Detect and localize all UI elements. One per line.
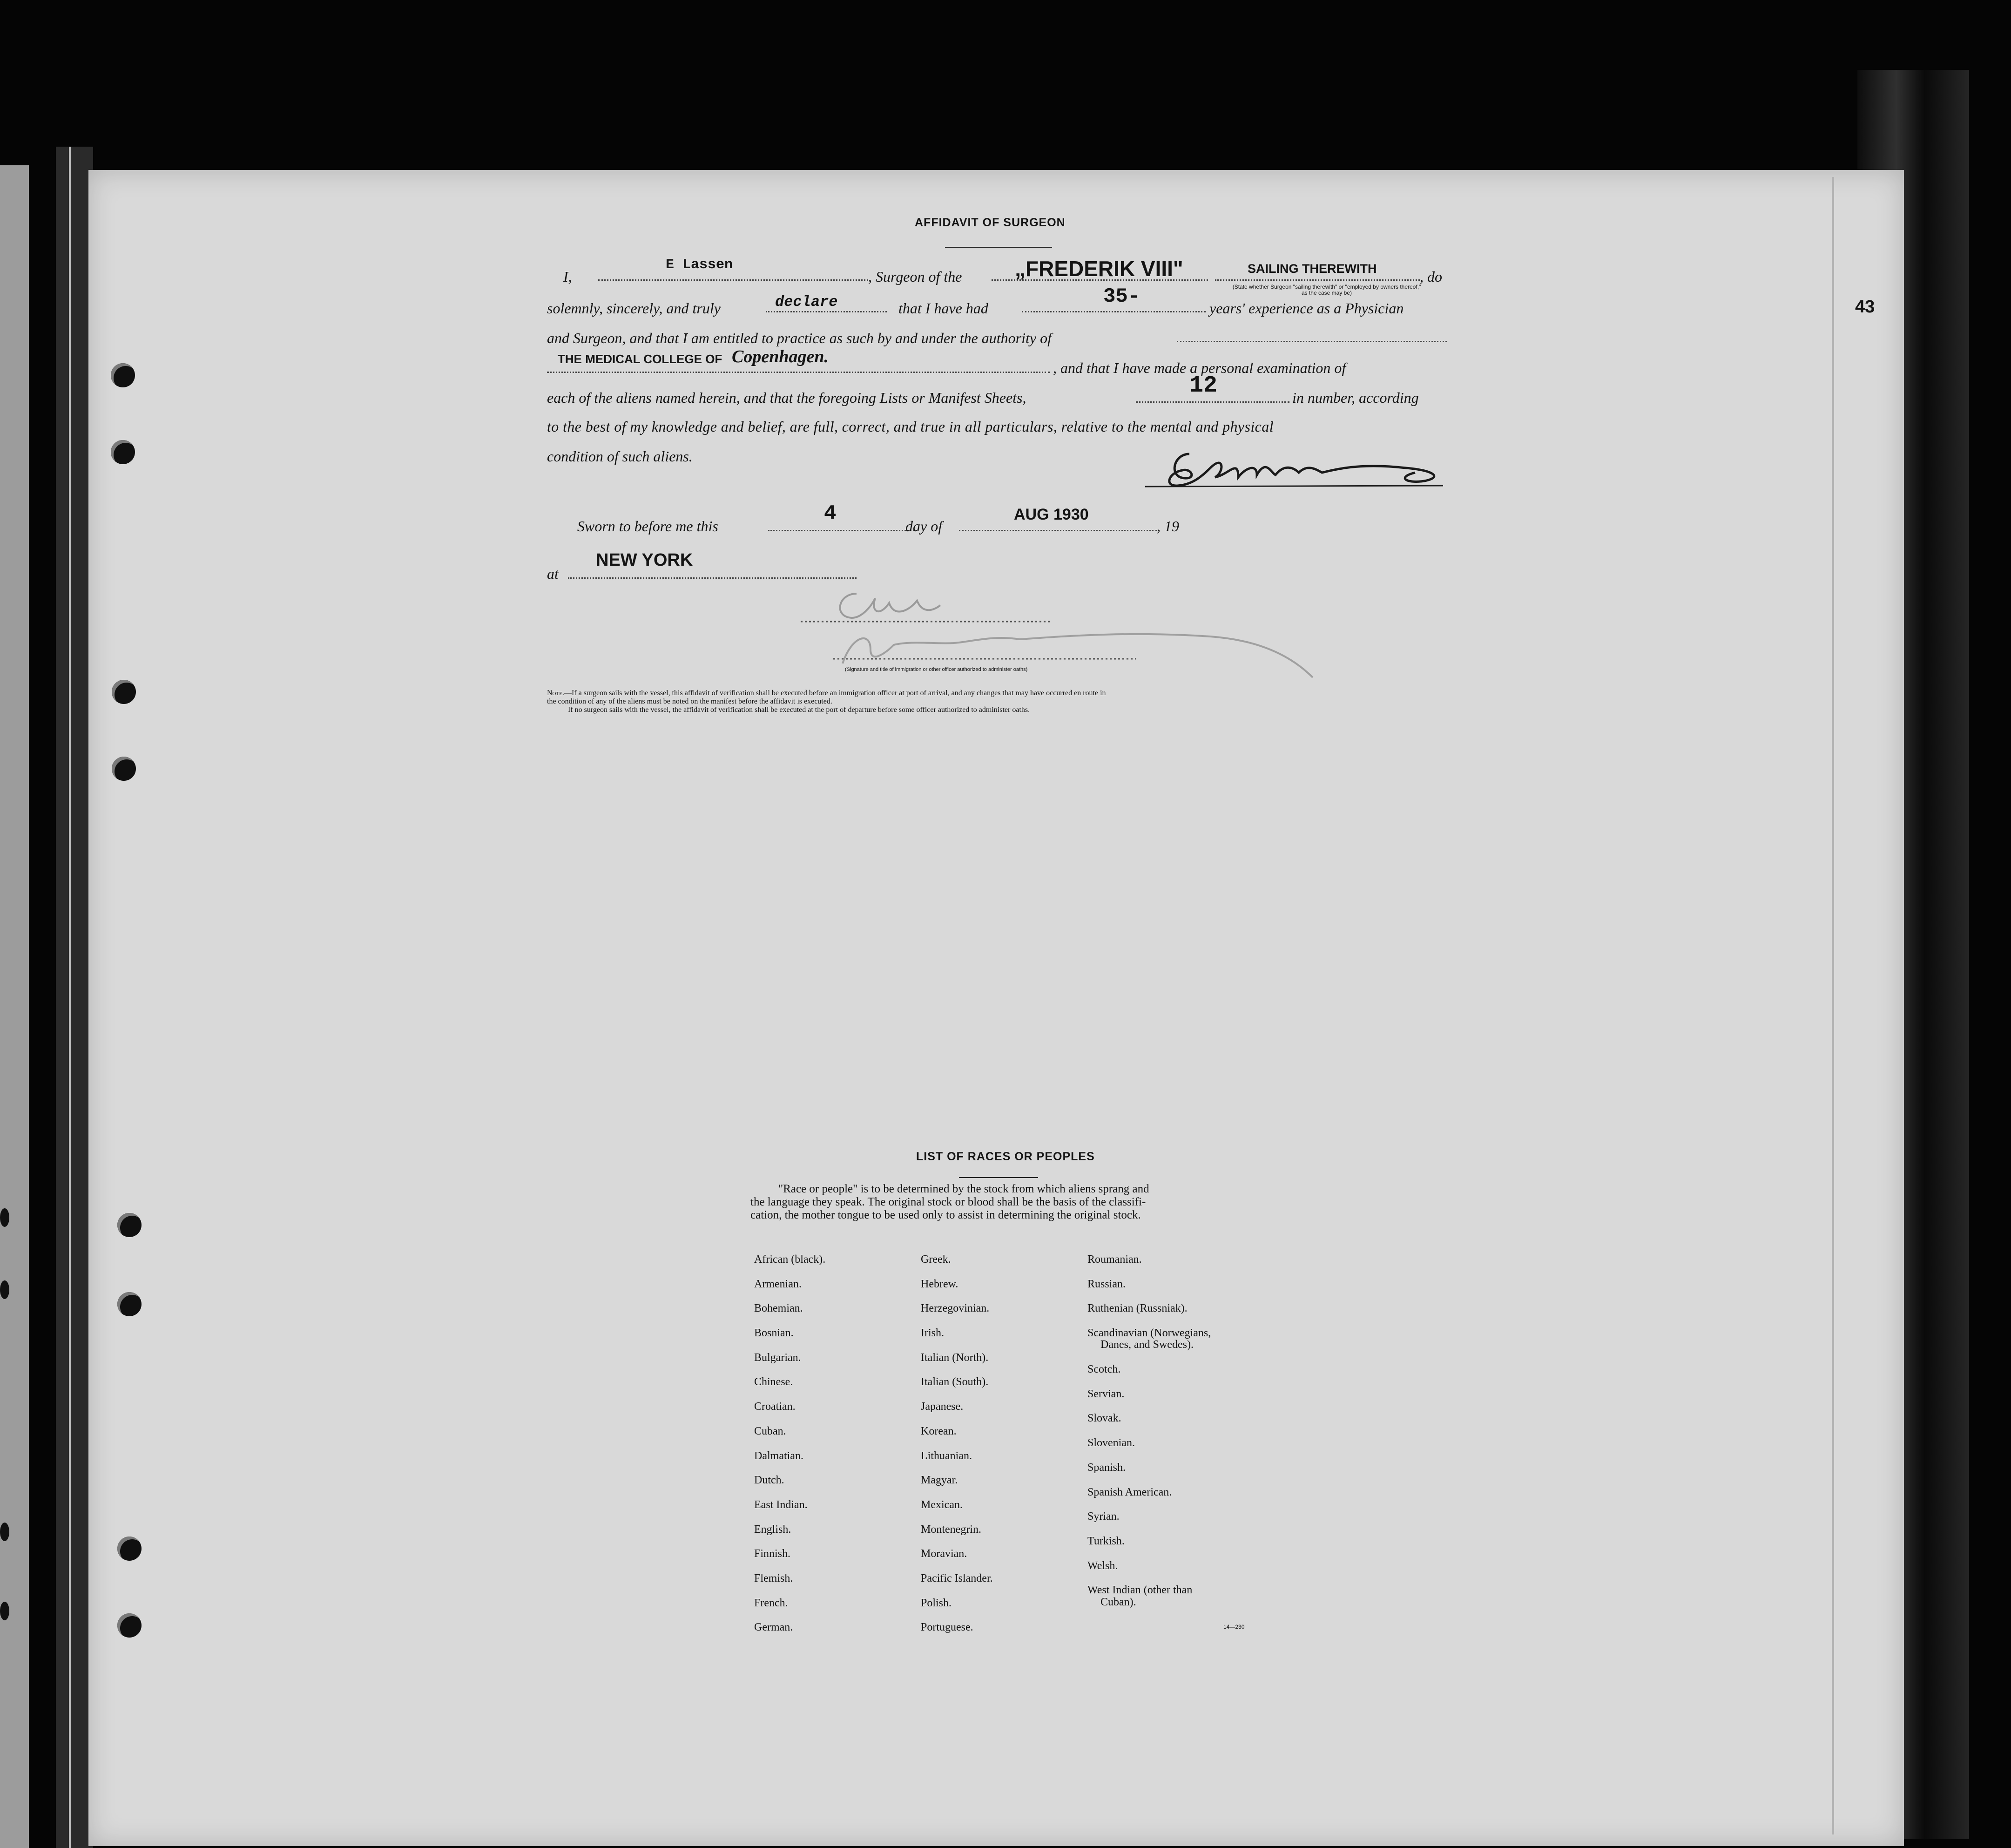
race-item: Dalmatian. bbox=[754, 1450, 803, 1462]
officer-signature bbox=[801, 584, 1350, 691]
binding-line bbox=[69, 147, 71, 1848]
authority-city: Copenhagen. bbox=[732, 347, 829, 366]
race-item: Syrian. bbox=[1087, 1510, 1120, 1523]
races-intro-3: cation, the mother tongue to be used only to assist in determining the original stock. bbox=[750, 1209, 1141, 1221]
race-item: Dutch. bbox=[754, 1474, 784, 1486]
punch-hole bbox=[117, 1537, 142, 1561]
punch-hole bbox=[111, 363, 135, 387]
race-item: Greek. bbox=[921, 1253, 951, 1266]
race-item: Russian. bbox=[1087, 1278, 1126, 1290]
day-blank-line bbox=[768, 530, 917, 531]
affidavit-text: to the best of my knowledge and belief, are full, correct, and true in all particulars, relative to the mental and physical bbox=[547, 418, 1274, 435]
race-item: Servian. bbox=[1087, 1388, 1125, 1400]
race-item: Italian (South). bbox=[921, 1376, 989, 1388]
race-item: Danes, and Swedes). bbox=[1100, 1339, 1194, 1351]
race-item: Pacific Islander. bbox=[921, 1572, 993, 1584]
ledger-binding bbox=[56, 147, 93, 1848]
race-item: Moravian. bbox=[921, 1548, 967, 1560]
affidavit-text: years' experience as a Physician bbox=[1209, 300, 1404, 317]
race-item: Finnish. bbox=[754, 1548, 791, 1560]
note-text: —If a surgeon sails with the vessel, this affidavit of verification shall be executed before an immigration officer at port of arrival, and any changes that may have occurred en route in bbox=[564, 689, 1106, 697]
punch-hole-edge bbox=[0, 1280, 9, 1299]
race-item: French. bbox=[754, 1597, 788, 1609]
race-item: English. bbox=[754, 1523, 791, 1536]
race-item: Hebrew. bbox=[921, 1278, 958, 1290]
punch-hole bbox=[112, 680, 136, 704]
declare-word: declare bbox=[775, 293, 838, 311]
punch-hole bbox=[117, 1613, 142, 1638]
punch-hole bbox=[111, 440, 135, 464]
date-blank bbox=[959, 530, 1157, 531]
race-item: East Indian. bbox=[754, 1499, 808, 1511]
race-item: Mexican. bbox=[921, 1499, 963, 1511]
authority-blank bbox=[1177, 341, 1447, 342]
race-item: Japanese. bbox=[921, 1401, 964, 1413]
race-item: Scotch. bbox=[1087, 1363, 1121, 1375]
punch-hole-edge bbox=[0, 1523, 9, 1541]
race-item: Ruthenian (Russniak). bbox=[1087, 1302, 1188, 1314]
races-intro-2: the language they speak. The original stock or blood shall be the basis of the classifi- bbox=[750, 1196, 1146, 1208]
sheets-blank-line bbox=[1136, 401, 1289, 403]
status-blank bbox=[1215, 279, 1420, 281]
race-item: Slovenian. bbox=[1087, 1437, 1135, 1449]
sheet-count: 12 bbox=[1189, 372, 1218, 399]
race-item: Herzegovinian. bbox=[921, 1302, 990, 1314]
place-blank bbox=[568, 577, 857, 579]
race-item: Croatian. bbox=[754, 1401, 796, 1413]
race-item: Flemish. bbox=[754, 1572, 793, 1584]
authority-line bbox=[547, 372, 1050, 373]
affidavit-text: each of the aliens named herein, and that the foregoing Lists or Manifest Sheets, bbox=[547, 389, 1026, 406]
race-item: Bulgarian. bbox=[754, 1352, 801, 1364]
years-experience: 35- bbox=[1103, 285, 1140, 308]
title-underline bbox=[945, 247, 1052, 248]
sworn-date-stamp: AUG 1930 bbox=[1014, 506, 1089, 523]
races-intro-1: "Race or people" is to be determined by the stock from which aliens sprang and bbox=[778, 1183, 1149, 1195]
page-fold-line bbox=[1832, 177, 1834, 1834]
race-item: Chinese. bbox=[754, 1376, 793, 1388]
race-item: Bohemian. bbox=[754, 1302, 803, 1314]
punch-hole-edge bbox=[0, 1602, 9, 1620]
page-number: 43 bbox=[1855, 297, 1875, 317]
race-item: Cuban). bbox=[1100, 1596, 1136, 1608]
punch-hole bbox=[112, 757, 136, 781]
punch-hole bbox=[117, 1292, 142, 1316]
status-instruction: (State whether Surgeon "sailing therewith" or "employed by owners thereof," as the case may be) bbox=[1232, 284, 1421, 296]
sworn-day: 4 bbox=[824, 502, 837, 525]
races-title: LIST OF RACES OR PEOPLES bbox=[916, 1150, 1095, 1163]
years-blank bbox=[1022, 311, 1206, 312]
race-item: Armenian. bbox=[754, 1278, 802, 1290]
affidavit-text: in number, according bbox=[1292, 389, 1419, 406]
affidavit-text: and Surgeon, and that I am entitled to practice as such by and under the authority of bbox=[547, 330, 1052, 346]
affidavit-text: day of bbox=[905, 518, 943, 535]
sworn-place: NEW YORK bbox=[596, 550, 693, 570]
punch-hole-edge bbox=[0, 1208, 9, 1227]
affidavit-text: Sworn to before me this bbox=[577, 518, 718, 535]
race-item: Montenegrin. bbox=[921, 1523, 981, 1536]
race-item: Magyar. bbox=[921, 1474, 958, 1486]
race-item: Welsh. bbox=[1087, 1560, 1118, 1572]
race-item: Slovak. bbox=[1087, 1412, 1121, 1424]
affidavit-text: , 19 bbox=[1157, 518, 1179, 535]
race-item: African (black). bbox=[754, 1253, 826, 1266]
surgeon-signature bbox=[1145, 426, 1452, 501]
race-item: Korean. bbox=[921, 1425, 957, 1437]
race-item: Spanish. bbox=[1087, 1462, 1126, 1474]
race-item: West Indian (other than bbox=[1087, 1584, 1193, 1596]
race-item: Scandinavian (Norwegians, bbox=[1087, 1327, 1211, 1339]
note-label: Note. bbox=[547, 689, 564, 697]
affidavit-text: solemnly, sincerely, and truly bbox=[547, 300, 721, 317]
form-code: 14—230 bbox=[1223, 1624, 1245, 1630]
race-item: Lithuanian. bbox=[921, 1450, 972, 1462]
affidavit-text: , do bbox=[1420, 268, 1442, 285]
name-blank bbox=[598, 279, 868, 281]
affidavit-text: , and that I have made a personal examination of bbox=[1053, 359, 1346, 376]
affidavit-title: AFFIDAVIT OF SURGEON bbox=[915, 216, 1066, 229]
race-item: Spanish American. bbox=[1087, 1486, 1172, 1498]
race-item: Irish. bbox=[921, 1327, 944, 1339]
race-item: Polish. bbox=[921, 1597, 952, 1609]
affidavit-text: that I have had bbox=[898, 300, 988, 317]
race-item: German. bbox=[754, 1621, 793, 1633]
race-item: Turkish. bbox=[1087, 1535, 1125, 1547]
vessel-name: „FREDERIK VIII" bbox=[1015, 257, 1183, 281]
punch-hole bbox=[117, 1213, 142, 1237]
affidavit-text: I, bbox=[563, 268, 572, 285]
sailing-status: SAILING THEREWITH bbox=[1248, 262, 1377, 276]
race-item: Italian (North). bbox=[921, 1352, 989, 1364]
affidavit-text: at bbox=[547, 565, 559, 582]
adjacent-page-edge bbox=[0, 165, 29, 1848]
note-line-1 bbox=[547, 689, 1106, 697]
declare-blank bbox=[766, 311, 887, 312]
races-title-underline bbox=[959, 1177, 1038, 1178]
note-line-3: If no surgeon sails with the vessel, the affidavit of verification shall be executed at the port of departure before some officer authorized to administer oaths. bbox=[568, 706, 1030, 714]
race-item: Bosnian. bbox=[754, 1327, 794, 1339]
race-item: Portuguese. bbox=[921, 1621, 973, 1633]
race-item: Cuban. bbox=[754, 1425, 786, 1437]
surgeon-name: E Lassen bbox=[666, 257, 733, 273]
affidavit-text: , Surgeon of the bbox=[868, 268, 962, 285]
note-line-2: the condition of any of the aliens must be noted on the manifest before the affidavit is executed. bbox=[547, 697, 832, 705]
authority-prefix: THE MEDICAL COLLEGE OF bbox=[558, 352, 722, 366]
affidavit-text: condition of such aliens. bbox=[547, 448, 693, 465]
officer-caption: (Signature and title of immigration or other officer authorized to administer oaths) bbox=[845, 667, 1028, 672]
race-item: Roumanian. bbox=[1087, 1253, 1142, 1266]
